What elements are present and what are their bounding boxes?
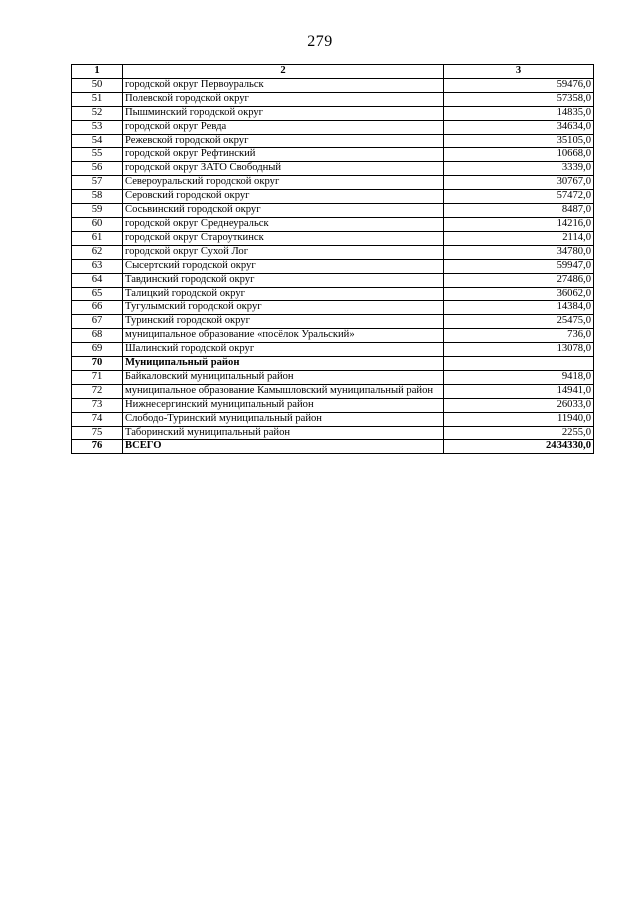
row-value: 736,0: [444, 329, 594, 343]
row-value: 26033,0: [444, 398, 594, 412]
row-name: Нижнесергинский муниципальный район: [123, 398, 444, 412]
row-name: Сысертский городской округ: [123, 259, 444, 273]
row-number: 69: [72, 343, 123, 357]
table-row: [72, 426, 594, 440]
page-number: 279: [307, 33, 333, 50]
row-name: городской округ ЗАТО Свободный: [123, 162, 444, 176]
table-row: [72, 134, 594, 148]
row-value: 57358,0: [444, 92, 594, 106]
row-value: 14384,0: [444, 301, 594, 315]
row-value: 34780,0: [444, 245, 594, 259]
table-row: [72, 92, 594, 106]
row-value: 10668,0: [444, 148, 594, 162]
row-number: 71: [72, 370, 123, 384]
row-value: 2114,0: [444, 231, 594, 245]
row-name: муниципальное образование «посёлок Уральский»: [123, 329, 444, 343]
table-row: [72, 190, 594, 204]
row-name: городской округ Староуткинск: [123, 231, 444, 245]
row-value: 59947,0: [444, 259, 594, 273]
row-number: 51: [72, 92, 123, 106]
row-name: городской округ Ревда: [123, 120, 444, 134]
column-header-name: 2: [123, 65, 444, 79]
row-name: городской округ Первоуральск: [123, 78, 444, 92]
row-value: 36062,0: [444, 287, 594, 301]
table-row: [72, 148, 594, 162]
row-name: Тугулымский городской округ: [123, 301, 444, 315]
table-row: [72, 384, 594, 398]
row-value: 34634,0: [444, 120, 594, 134]
table-row: [72, 120, 594, 134]
row-name: Шалинский городской округ: [123, 343, 444, 357]
row-number: 56: [72, 162, 123, 176]
row-name: Режевской городской округ: [123, 134, 444, 148]
table-row: [72, 245, 594, 259]
row-value: 2255,0: [444, 426, 594, 440]
row-name: Серовский городской округ: [123, 190, 444, 204]
table-row: [72, 162, 594, 176]
table-row: [72, 273, 594, 287]
row-number: 62: [72, 245, 123, 259]
table-header-row: [72, 65, 594, 79]
table-row: [72, 343, 594, 357]
row-number: 61: [72, 231, 123, 245]
row-number: 55: [72, 148, 123, 162]
row-number: 74: [72, 412, 123, 426]
row-number: 66: [72, 301, 123, 315]
row-name: Байкаловский муниципальный район: [123, 370, 444, 384]
row-name: Муниципальный район: [123, 357, 444, 371]
row-value: 2434330,0: [444, 440, 594, 454]
row-number: 70: [72, 357, 123, 371]
table-row: [72, 259, 594, 273]
row-number: 58: [72, 190, 123, 204]
row-name: городской округ Среднеуральск: [123, 217, 444, 231]
table-row: [72, 176, 594, 190]
row-value: 35105,0: [444, 134, 594, 148]
table-body: [72, 78, 594, 453]
row-number: 54: [72, 134, 123, 148]
row-number: 76: [72, 440, 123, 454]
data-table: [71, 64, 594, 454]
table-row: [72, 315, 594, 329]
row-value: 59476,0: [444, 78, 594, 92]
row-value: 14835,0: [444, 106, 594, 120]
row-number: 73: [72, 398, 123, 412]
table-row: [72, 287, 594, 301]
row-name: ВСЕГО: [123, 440, 444, 454]
row-value: 9418,0: [444, 370, 594, 384]
table-row: [72, 440, 594, 454]
row-number: 52: [72, 106, 123, 120]
table-row: [72, 78, 594, 92]
row-name: Таборинский муниципальный район: [123, 426, 444, 440]
table-row: [72, 231, 594, 245]
row-number: 50: [72, 78, 123, 92]
table-row: [72, 329, 594, 343]
table-row: [72, 106, 594, 120]
row-name: Талицкий городской округ: [123, 287, 444, 301]
row-value: [444, 357, 594, 371]
table-row: [72, 398, 594, 412]
row-value: 57472,0: [444, 190, 594, 204]
row-number: 67: [72, 315, 123, 329]
row-value: 30767,0: [444, 176, 594, 190]
row-name: Североуральский городской округ: [123, 176, 444, 190]
row-name: городской округ Сухой Лог: [123, 245, 444, 259]
row-number: 68: [72, 329, 123, 343]
row-name: Сосьвинский городской округ: [123, 204, 444, 218]
table-row: [72, 370, 594, 384]
row-value: 27486,0: [444, 273, 594, 287]
row-number: 53: [72, 120, 123, 134]
row-name: муниципальное образование Камышловский муниципальный район: [123, 384, 444, 398]
table-row: [72, 412, 594, 426]
row-number: 63: [72, 259, 123, 273]
row-number: 65: [72, 287, 123, 301]
row-number: 64: [72, 273, 123, 287]
table-row: [72, 217, 594, 231]
column-header-value: 3: [444, 65, 594, 79]
table-row: [72, 301, 594, 315]
column-header-number: 1: [72, 65, 123, 79]
row-value: 11940,0: [444, 412, 594, 426]
row-number: 75: [72, 426, 123, 440]
row-name: Полевской городской округ: [123, 92, 444, 106]
row-number: 57: [72, 176, 123, 190]
row-value: 25475,0: [444, 315, 594, 329]
row-value: 14216,0: [444, 217, 594, 231]
row-name: Туринский городской округ: [123, 315, 444, 329]
row-value: 13078,0: [444, 343, 594, 357]
row-number: 60: [72, 217, 123, 231]
row-value: 3339,0: [444, 162, 594, 176]
row-number: 59: [72, 204, 123, 218]
row-value: 14941,0: [444, 384, 594, 398]
row-name: Слободо-Туринский муниципальный район: [123, 412, 444, 426]
row-number: 72: [72, 384, 123, 398]
row-value: 8487,0: [444, 204, 594, 218]
row-name: городской округ Рефтинский: [123, 148, 444, 162]
row-name: Тавдинский городской округ: [123, 273, 444, 287]
row-name: Пышминский городской округ: [123, 106, 444, 120]
table-row: [72, 204, 594, 218]
table-row: [72, 357, 594, 371]
